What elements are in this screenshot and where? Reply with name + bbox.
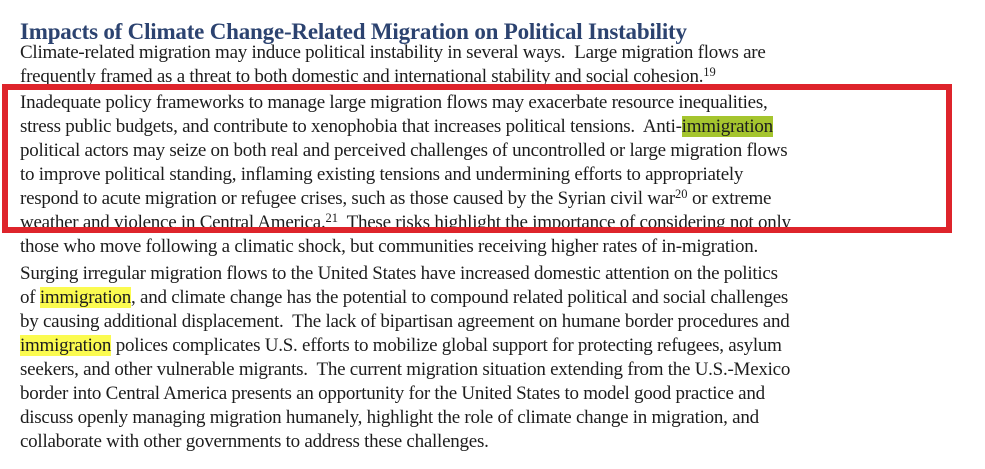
text-line [20,163,985,187]
text-line [20,262,985,286]
text-segment: frequently framed as a threat to both domestic and international stability and social cohesion. [20,66,704,87]
text-segment: weather and violence in Central America. [20,212,326,233]
text-line [20,334,985,358]
footnote-reference: 20 [674,186,688,201]
section-heading: Impacts of Climate Change-Related Migration on Political Instability [20,19,687,45]
text-line [20,115,985,139]
paragraph-boxed [20,91,985,259]
text-line [20,358,985,382]
text-segment: Inadequate policy frameworks to manage large migration flows may exacerbate resource inequalities, [20,92,768,113]
text-line [20,65,985,89]
text-line [20,382,985,406]
highlighted-term-yellow: immigration [20,335,112,356]
text-segment: those who move following a climatic shock, but communities receiving higher rates of in-migration. [20,236,758,257]
text-segment: These risks highlight the importance of considering not only [337,212,791,233]
text-segment: stress public budgets, and contribute to xenophobia that increases political tensions. Anti- [20,116,682,137]
text-line [20,211,985,235]
highlighted-term-green: immigration [681,116,773,137]
text-line [20,430,985,454]
text-segment: seekers, and other vulnerable migrants. The current migration situation extending from the U.S.-Mexico [20,359,791,380]
highlighted-term-yellow: immigration [39,287,132,308]
text-segment: discuss openly managing migration humanely, highlight the role of climate change in migration, and [20,407,759,428]
text-segment: or extreme [687,188,772,209]
text-line [20,310,985,334]
paragraph-intro [20,41,985,89]
text-line [20,187,985,211]
text-segment: collaborate with other governments to address these challenges. [20,431,489,452]
text-segment: political actors may seize on both real and perceived challenges of uncontrolled or large migration flows [20,140,788,161]
text-line [20,235,985,259]
text-segment: of [20,287,40,308]
paragraph-us-politics [20,262,985,454]
text-line [20,286,985,310]
footnote-reference: 21 [325,210,338,225]
text-segment: by causing additional displacement. The lack of bipartisan agreement on humane border procedures and [20,311,790,332]
footnote-reference: 19 [703,64,716,79]
text-line [20,91,985,115]
text-segment: Climate-related migration may induce political instability in several ways. Large migration flows are [20,42,766,63]
text-segment: , and climate change has the potential to compound related political and social challenges [131,287,789,308]
text-line [20,41,985,65]
text-segment: respond to acute migration or refugee crises, such as those caused by the Syrian civil war [20,188,675,209]
text-line [20,139,985,163]
text-segment: to improve political standing, inflaming existing tensions and undermining efforts to appropriately [20,164,744,185]
text-segment: border into Central America presents an opportunity for the United States to model good practice and [20,383,765,404]
text-line [20,406,985,430]
text-segment: polices complicates U.S. efforts to mobilize global support for protecting refugees, asylum [111,335,782,356]
text-segment: Surging irregular migration flows to the United States have increased domestic attention on the politics [20,263,778,284]
